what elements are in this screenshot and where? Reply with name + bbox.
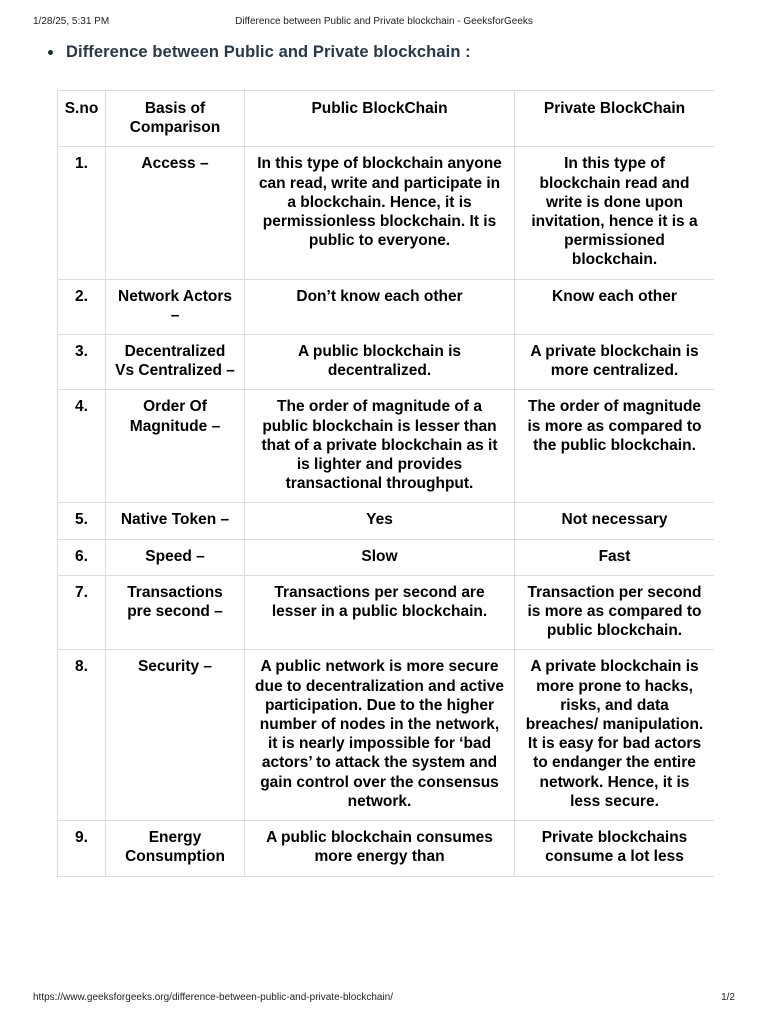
comparison-table-container bbox=[57, 90, 714, 988]
table-row bbox=[58, 650, 715, 821]
cell-sno: 5. bbox=[58, 503, 106, 539]
cell-sno: 8. bbox=[58, 650, 106, 821]
cell-public: Transactions per second are lesser in a public blockchain. bbox=[245, 575, 515, 650]
cell-sno: 3. bbox=[58, 335, 106, 390]
cell-sno: 9. bbox=[58, 821, 106, 876]
cell-public: The order of magnitude of a public blockchain is lesser than that of a private blockchain as it is lighter and provides transactional throughput. bbox=[245, 390, 515, 503]
cell-sno: 4. bbox=[58, 390, 106, 503]
header-basis: Basis of Comparison bbox=[106, 91, 245, 147]
cell-public: Slow bbox=[245, 539, 515, 575]
cell-basis: Access – bbox=[106, 147, 245, 279]
cell-private: Not necessary bbox=[515, 503, 715, 539]
cell-basis: Native Token – bbox=[106, 503, 245, 539]
cell-public: Yes bbox=[245, 503, 515, 539]
table-row bbox=[58, 503, 715, 539]
header-private: Private BlockChain bbox=[515, 91, 715, 147]
cell-basis: Network Actors – bbox=[106, 279, 245, 334]
cell-private: A private blockchain is more prone to hacks, risks, and data breaches/ manipulation. It is easy for bad actors to endanger the entire network. Hence, it is less secure. bbox=[515, 650, 715, 821]
cell-public: A public blockchain is decentralized. bbox=[245, 335, 515, 390]
print-header bbox=[33, 16, 735, 30]
header-sno: S.no bbox=[58, 91, 106, 147]
cell-public: A public network is more secure due to decentralization and active participation. Due to the higher number of nodes in the network, it is nearly impossible for ‘bad actors’ to attack the system and gain control over the consensus network. bbox=[245, 650, 515, 821]
page-number: 1/2 bbox=[721, 992, 735, 1003]
cell-private: In this type of blockchain read and write is done upon invitation, hence it is a permissioned blockchain. bbox=[515, 147, 715, 279]
cell-private: Fast bbox=[515, 539, 715, 575]
page-heading: Difference between Public and Private blockchain : bbox=[66, 43, 471, 61]
cell-basis: Speed – bbox=[106, 539, 245, 575]
table-row bbox=[58, 335, 715, 390]
cell-basis: Transactions pre second – bbox=[106, 575, 245, 650]
cell-sno: 7. bbox=[58, 575, 106, 650]
cell-basis: Energy Consumption bbox=[106, 821, 245, 876]
cell-basis: Security – bbox=[106, 650, 245, 821]
table-row bbox=[58, 147, 715, 279]
table-header-row bbox=[58, 91, 715, 147]
table-row bbox=[58, 821, 715, 876]
print-datetime: 1/28/25, 5:31 PM bbox=[33, 16, 110, 27]
cell-private: A private blockchain is more centralized. bbox=[515, 335, 715, 390]
cell-public: A public blockchain consumes more energy than bbox=[245, 821, 515, 876]
cell-sno: 6. bbox=[58, 539, 106, 575]
cell-private: Private blockchains consume a lot less bbox=[515, 821, 715, 876]
cell-public: Don’t know each other bbox=[245, 279, 515, 334]
cell-private: The order of magnitude is more as compared to the public blockchain. bbox=[515, 390, 715, 503]
cell-basis: Decentralized Vs Centralized – bbox=[106, 335, 245, 390]
cell-public: In this type of blockchain anyone can read, write and participate in a blockchain. Hence, it is permissionless blockchain. It is public to everyone. bbox=[245, 147, 515, 279]
table-row bbox=[58, 539, 715, 575]
cell-basis: Order Of Magnitude – bbox=[106, 390, 245, 503]
print-page-title: Difference between Public and Private blockchain - GeeksforGeeks bbox=[235, 16, 533, 27]
table-row bbox=[58, 279, 715, 334]
print-url: https://www.geeksforgeeks.org/difference-between-public-and-private-blockchain/ bbox=[33, 992, 394, 1003]
table-row bbox=[58, 390, 715, 503]
print-footer bbox=[33, 992, 735, 1006]
header-public: Public BlockChain bbox=[245, 91, 515, 147]
comparison-table bbox=[57, 90, 714, 877]
cell-sno: 2. bbox=[58, 279, 106, 334]
section-heading bbox=[48, 43, 728, 62]
table-row bbox=[58, 575, 715, 650]
cell-private: Transaction per second is more as compared to public blockchain. bbox=[515, 575, 715, 650]
cell-private: Know each other bbox=[515, 279, 715, 334]
cell-sno: 1. bbox=[58, 147, 106, 279]
bullet-icon bbox=[48, 50, 53, 55]
